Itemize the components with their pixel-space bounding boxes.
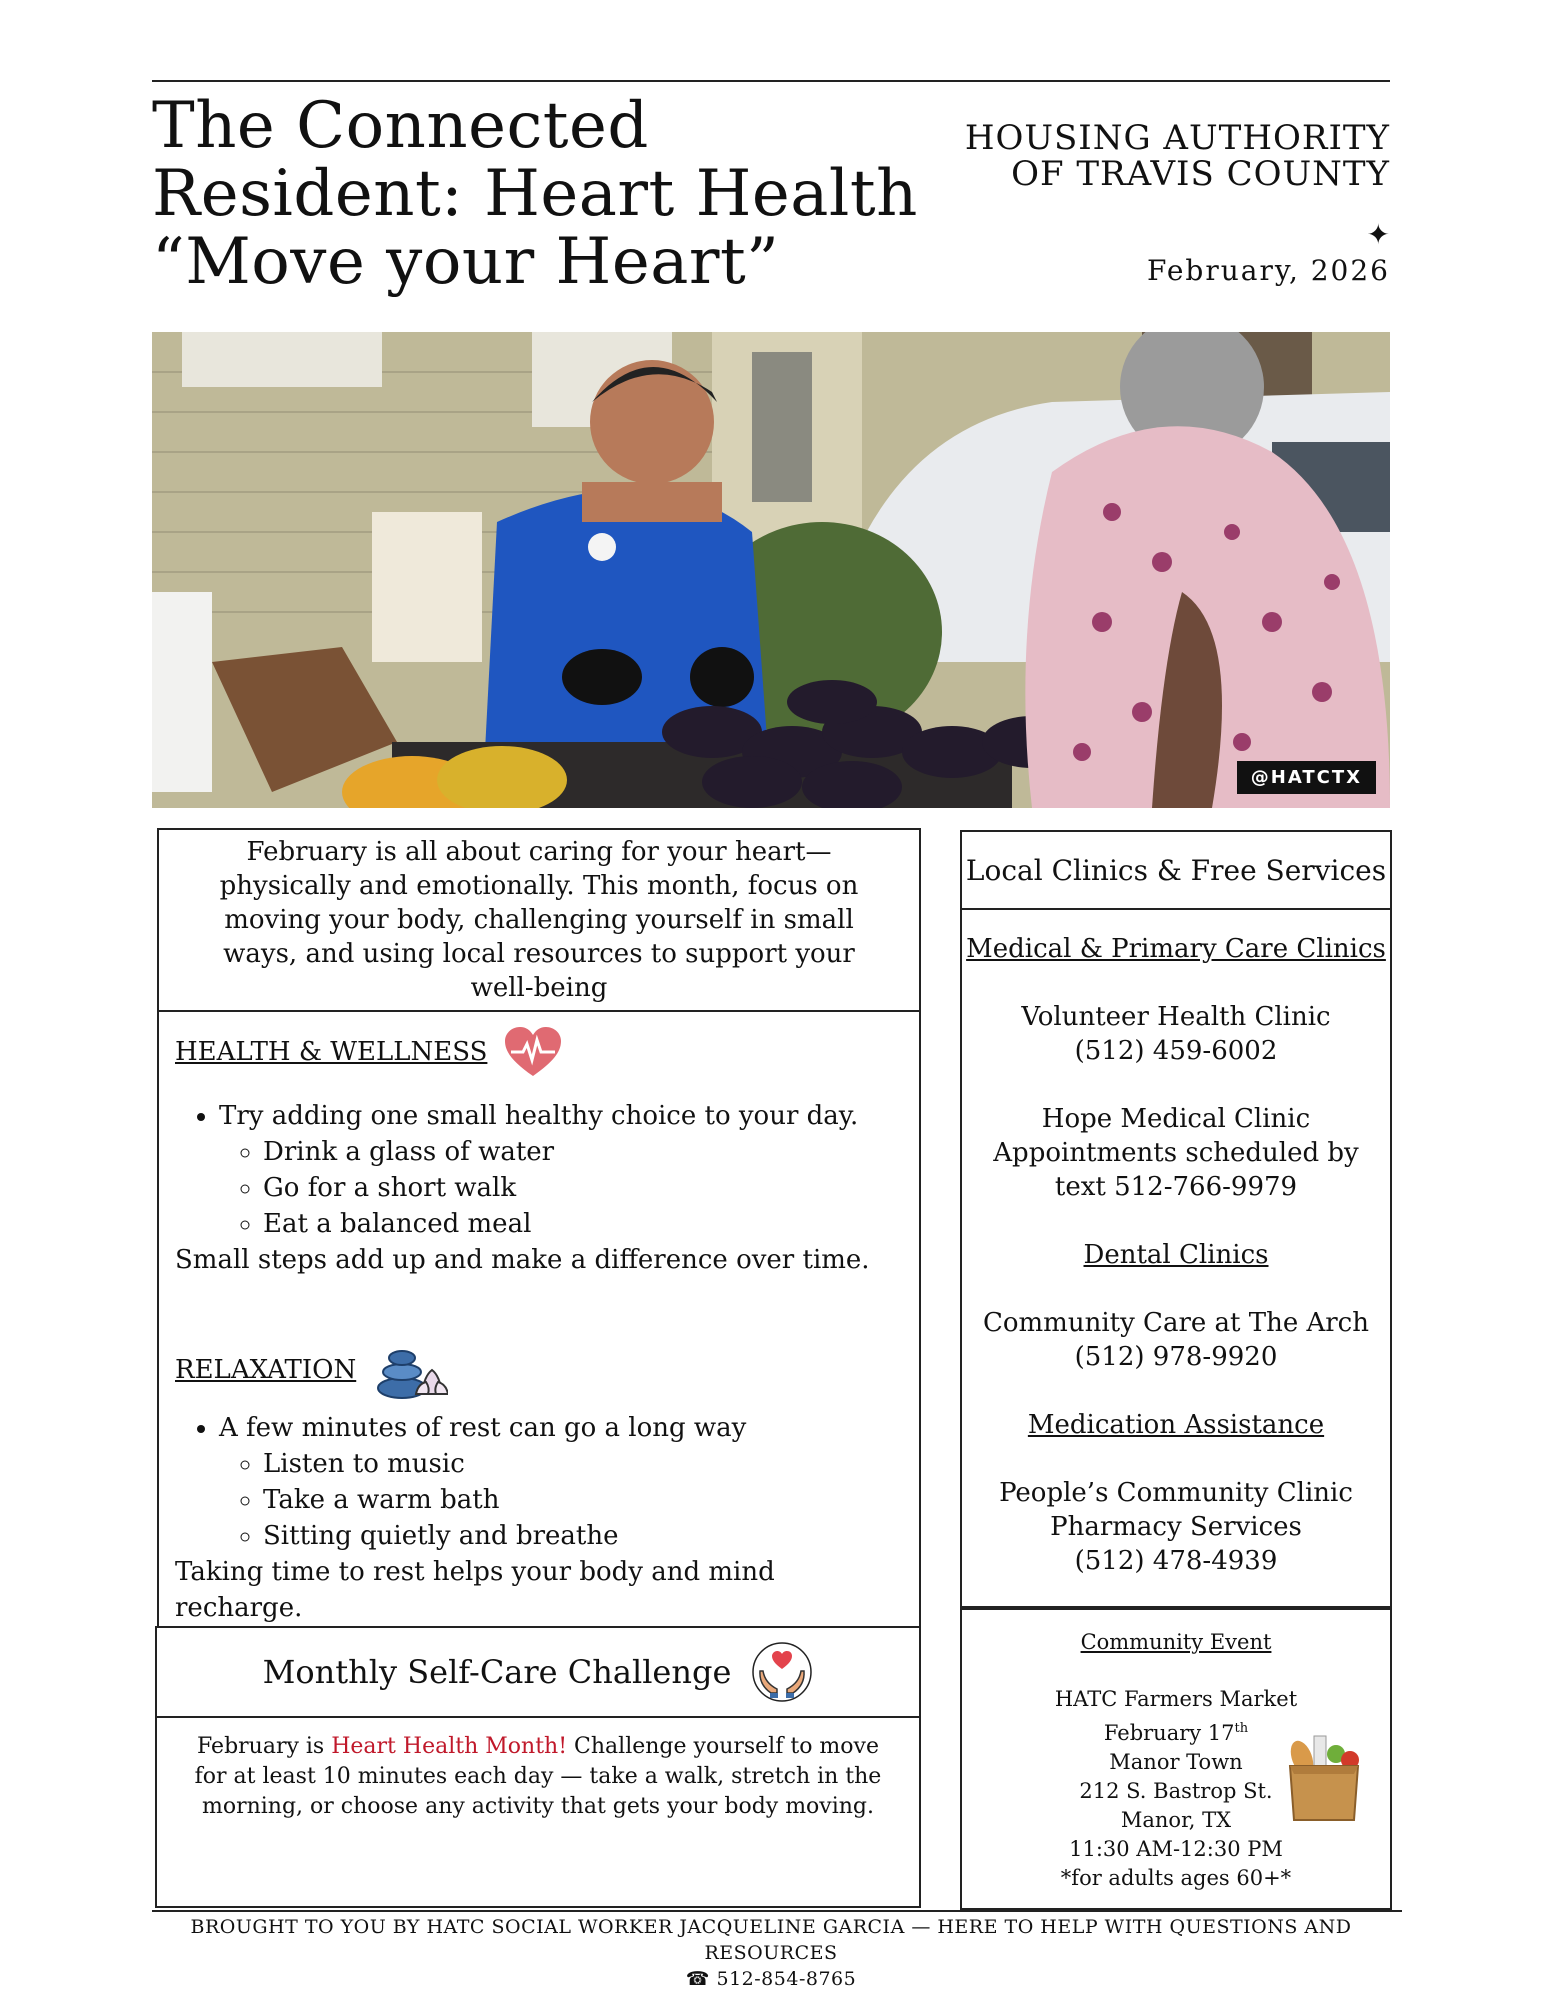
event-note: *for adults ages 60+* — [1060, 1866, 1292, 1890]
challenge-body — [155, 1716, 921, 1908]
event-name: HATC Farmers Market — [1054, 1687, 1298, 1711]
list-item: ◦ Go for a short walk — [263, 1170, 903, 1206]
event-time: 11:30 AM-12:30 PM — [1069, 1837, 1283, 1861]
footer — [152, 1914, 1390, 1992]
org-line-2: OF TRAVIS COUNTY — [1011, 154, 1390, 194]
list-item: • A few minutes of rest can go a long way ◦ Listen to music ◦ Take a warm bath ◦ Sitting quietly and breathe — [219, 1410, 903, 1554]
footer-credit: BROUGHT TO YOU BY HATC SOCIAL WORKER JACQUELINE GARCIA — HERE TO HELP WITH QUESTIONS AND RESOURCES — [190, 1916, 1352, 1964]
grocery-bag-icon — [1284, 1730, 1364, 1822]
title-line-3: “Move your Heart” — [152, 225, 780, 299]
clinics-title: Local Clinics & Free Services — [965, 853, 1387, 887]
relaxation-list — [175, 1410, 903, 1554]
title-line-1: The Connected — [152, 89, 649, 163]
title-line-2: Resident: Heart Health — [152, 157, 918, 231]
issue-date: February, 2026 — [1146, 254, 1390, 287]
challenge-highlight: Heart Health Month! — [331, 1734, 568, 1759]
sparkle-icon: ✦ — [1366, 218, 1390, 251]
clinic-phone: (512) 978-9920 — [1074, 1342, 1278, 1372]
challenge-header — [155, 1626, 921, 1718]
wellness-box — [157, 1010, 921, 1628]
challenge-title: Monthly Self-Care Challenge — [262, 1653, 732, 1691]
clinic-name: Hope Medical Clinic — [1041, 1104, 1311, 1134]
clinic-detail: Appointments scheduled by — [993, 1138, 1359, 1168]
list-item: ◦ Listen to music — [263, 1446, 903, 1482]
medication-assistance-heading: Medication Assistance — [1027, 1410, 1325, 1440]
list-item: ◦ Drink a glass of water — [263, 1134, 903, 1170]
event-date: February 17th — [1103, 1721, 1249, 1745]
clinic-name: Volunteer Health Clinic — [1021, 1002, 1331, 1032]
organization-name — [870, 120, 1390, 192]
clinic-name: Community Care at The Arch — [982, 1308, 1369, 1338]
social-handle-badge: @HATCTX — [1237, 761, 1376, 794]
hero-photo — [152, 332, 1390, 808]
intro-box — [157, 828, 921, 1012]
list-item: ◦ Eat a balanced meal — [263, 1206, 903, 1242]
event-city: Manor, TX — [1120, 1808, 1232, 1832]
intro-text: February is all about caring for your heart—physically and emotionally. This month, focus on moving your body, challenging yourself in small ways, and using local resources to support your well-being — [219, 837, 859, 1003]
spa-stones-icon — [372, 1340, 448, 1400]
event-place: Manor Town — [1109, 1750, 1243, 1774]
clinic-phone: (512) 478-4939 — [1074, 1546, 1278, 1576]
relaxation-closing: Taking time to rest helps your body and mind recharge. — [175, 1557, 775, 1623]
relaxation-title: RELAXATION — [175, 1355, 357, 1385]
footer-phone: ☎ 512-854-8765 — [685, 1968, 857, 1990]
wellness-closing: Small steps add up and make a difference over time. — [175, 1245, 870, 1275]
clinic-detail: Pharmacy Services — [1050, 1512, 1302, 1542]
caring-hands-heart-icon — [751, 1641, 813, 1703]
heart-pulse-icon — [503, 1026, 563, 1078]
event-street: 212 S. Bastrop St. — [1079, 1779, 1273, 1803]
list-item: ◦ Sitting quietly and breathe — [263, 1518, 903, 1554]
dental-clinics-heading: Dental Clinics — [1083, 1240, 1269, 1270]
health-wellness-heading — [175, 1026, 903, 1078]
challenge-text-start: February is — [196, 1734, 332, 1759]
clinic-phone: text 512-766-9979 — [1054, 1172, 1298, 1202]
clinics-header — [960, 830, 1392, 910]
clinic-name: People’s Community Clinic — [999, 1478, 1353, 1508]
medical-clinics-heading: Medical & Primary Care Clinics — [966, 934, 1386, 964]
clinics-list — [960, 908, 1392, 1608]
list-item: • Try adding one small healthy choice to your day. ◦ Drink a glass of water ◦ Go for a short walk ◦ Eat a balanced meal — [219, 1098, 903, 1242]
clinic-phone: (512) 459-6002 — [1074, 1036, 1278, 1066]
challenge-text-end: Challenge yourself to move for at least 10 minutes each day — take a walk, stretch in the morning, or choose any activity that gets your body moving. — [194, 1734, 882, 1819]
org-line-1: HOUSING AUTHORITY — [964, 118, 1390, 158]
relaxation-heading — [175, 1340, 903, 1400]
health-wellness-title: HEALTH & WELLNESS — [175, 1037, 488, 1067]
page-title — [152, 89, 952, 299]
hero-photo-illustration — [152, 332, 1390, 808]
event-heading: Community Event — [1080, 1630, 1272, 1654]
community-event-box — [960, 1608, 1392, 1910]
list-item: ◦ Take a warm bath — [263, 1482, 903, 1518]
footer-rule — [152, 1910, 1402, 1912]
wellness-list — [175, 1098, 903, 1242]
top-rule — [152, 80, 1390, 82]
